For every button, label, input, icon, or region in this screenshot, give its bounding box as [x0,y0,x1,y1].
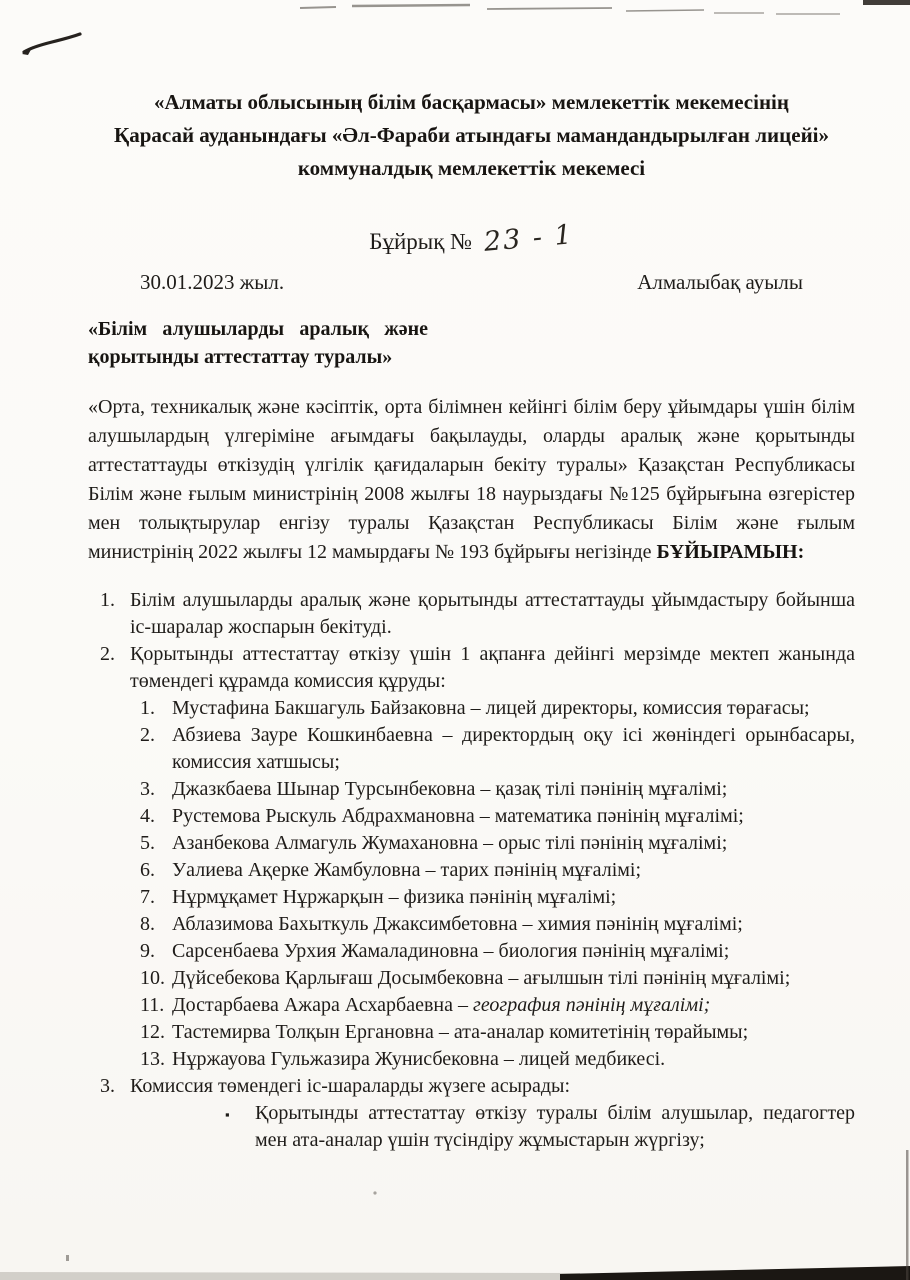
commission-row-number: 4. [140,805,155,827]
commission-row [140,1019,855,1046]
speck [373,1191,376,1194]
document-header [88,86,855,185]
commission-row-number: 5. [140,832,155,854]
commission-row [140,803,855,830]
commission-row [140,722,855,776]
commission-row-text: Нұрмұқамет Нұржарқын – физика пәнінің мұғалімі; [172,886,617,908]
commission-row [140,938,855,965]
order-item-3 [88,1073,855,1100]
order-item-3-bullet-text: Қорытынды аттестаттау өткізу туралы білім алушылар, педагогтер мен ата-аналар үшін түсіндіру жұмыстарын жүргізу; [255,1102,855,1151]
order-item-2 [88,641,855,695]
speck [66,1255,69,1261]
commission-row [140,857,855,884]
order-item-2-number: 2. [100,643,115,665]
commission-row-number: 11. [140,994,165,1016]
order-item-2-text: Қорытынды аттестаттау өткізу үшін 1 ақпанға дейінгі мерзімде мектеп жанында төмендегі құрамда комиссия құруды: [130,643,855,692]
order-date: 30.01.2023 жыл. [140,270,285,294]
commission-row-text: Аблазимова Бахыткуль Джаксимбетовна – химия пәнінің мұғалімі; [172,913,743,935]
commission-row-text: Дүйсебекова Қарлығаш Досымбековна – ағылшын тілі пәнінің мұғалімі; [172,967,791,989]
commission-row-number: 12. [140,1021,165,1043]
commission-row-number: 3. [140,778,155,800]
decree-word: БҰЙЫРАМЫН: [656,541,805,563]
order-subject: «Білім алушыларды аралық және қорытынды аттестаттау туралы» [88,318,428,368]
commission-row [140,911,855,938]
commission-row [140,992,855,1019]
commission-row-text: Азанбекова Алмагуль Жумахановна – орыс тілі пәнінің мұғалімі; [172,832,728,854]
right-scan-edge [906,1150,909,1280]
commission-row-number: 8. [140,913,155,935]
commission-row [140,695,855,722]
order-number-handwritten: 23 - 1 [482,219,575,258]
commission-row-text: Джазкбаева Шынар Турсынбековна – қазақ тілі пәнінің мұғалімі; [172,778,728,800]
commission-row-text: Рустемова Рыскуль Абдрахмановна – математика пәнінің мұғалімі; [172,805,744,827]
commission-row-number: 6. [140,859,155,881]
commission-row-text-italic: география пәнінің мұғалімі; [473,994,711,1016]
order-item-3-text: Комиссия төмендегі іс-шараларды жүзеге асырады: [130,1075,571,1097]
commission-list [140,695,855,1073]
order-items-list [88,587,855,1154]
commission-row-text: Мустафина Бакшагуль Байзаковна – лицей директоры, комиссия төрағасы; [172,697,810,719]
commission-row-number: 10. [140,967,165,989]
order-place: Алмалыбақ ауылы [637,270,803,294]
commission-row-text: Уалиева Ақерке Жамбуловна – тарих пәнінің мұғалімі; [172,859,642,881]
bottom-scan-edge-light [0,1272,580,1280]
commission-row [140,1046,855,1073]
commission-row-number: 13. [140,1048,165,1070]
header-line-3: коммуналдық мемлекеттік мекемесі [297,156,646,180]
order-item-1-text: Білім алушыларды аралық және қорытынды аттестаттауды ұйымдастыру бойынша іс-шаралар жоспарын бекітуді. [130,589,855,638]
commission-row-number: 7. [140,886,155,908]
commission-row-number: 9. [140,940,155,962]
order-item-1-number: 1. [100,589,115,611]
order-item-3-bullet [225,1100,855,1154]
bottom-scan-edge-dark [560,1266,910,1280]
order-item-1 [88,587,855,641]
square-bullet-icon: ▪ [225,1107,230,1122]
commission-row-text: Достарбаева Ажара Асхарбаевна – география пәнінің мұғалімі; [172,994,711,1016]
dateline [88,270,855,295]
commission-row-text: Нұржауова Гульжазира Жунисбековна – лицей медбикесі. [172,1048,666,1070]
commission-row [140,884,855,911]
order-label: Бұйрық № [369,229,473,254]
commission-row-text: Сарсенбаева Урхия Жамаладиновна – биология пәнінің мұғалімі; [172,940,730,962]
commission-row-text: Тастемирва Толқын Ергановна – ата-аналар комитетінің төрайымы; [172,1021,749,1043]
commission-row [140,830,855,857]
commission-row-number: 2. [140,724,155,746]
commission-row-text: Абзиева Зауре Кошкинбаевна – директордың оқу ісі жөніндегі орынбасары, комиссия хатшысы; [172,724,855,773]
header-line-1: «Алматы облысының білім басқармасы» мемлекеттік мекемесінің [154,90,789,114]
header-line-2: Қарасай ауданындағы «Әл-Фараби атындағы мамандандырылған лицейі» [113,123,830,147]
order-title [88,219,855,258]
preamble-text: «Орта, техникалық және кәсіптік, орта білімнен кейінгі білім беру ұйымдары үшін білім алушылардың үлгеріміне ағымдағы бақылауды, оларды аралық және қорытынды аттестаттауды өткізудің үлгілік қағидаларын бекіту туралы» Қазақстан Республикасы Білім және ғылым министрінің 2008 жылғы 18 наурыздағы №125 бұйрығына өзгерістер мен толықтырулар енгізу туралы Қазақстан Республикасы Білім және ғылым министрінің 2022 жылғы 12 мамырдағы № 193 бұйрығы негізінде [88,396,855,563]
preamble-paragraph [88,393,855,567]
commission-row [140,776,855,803]
commission-row [140,965,855,992]
order-item-3-number: 3. [100,1075,115,1097]
commission-row-number: 1. [140,697,155,719]
